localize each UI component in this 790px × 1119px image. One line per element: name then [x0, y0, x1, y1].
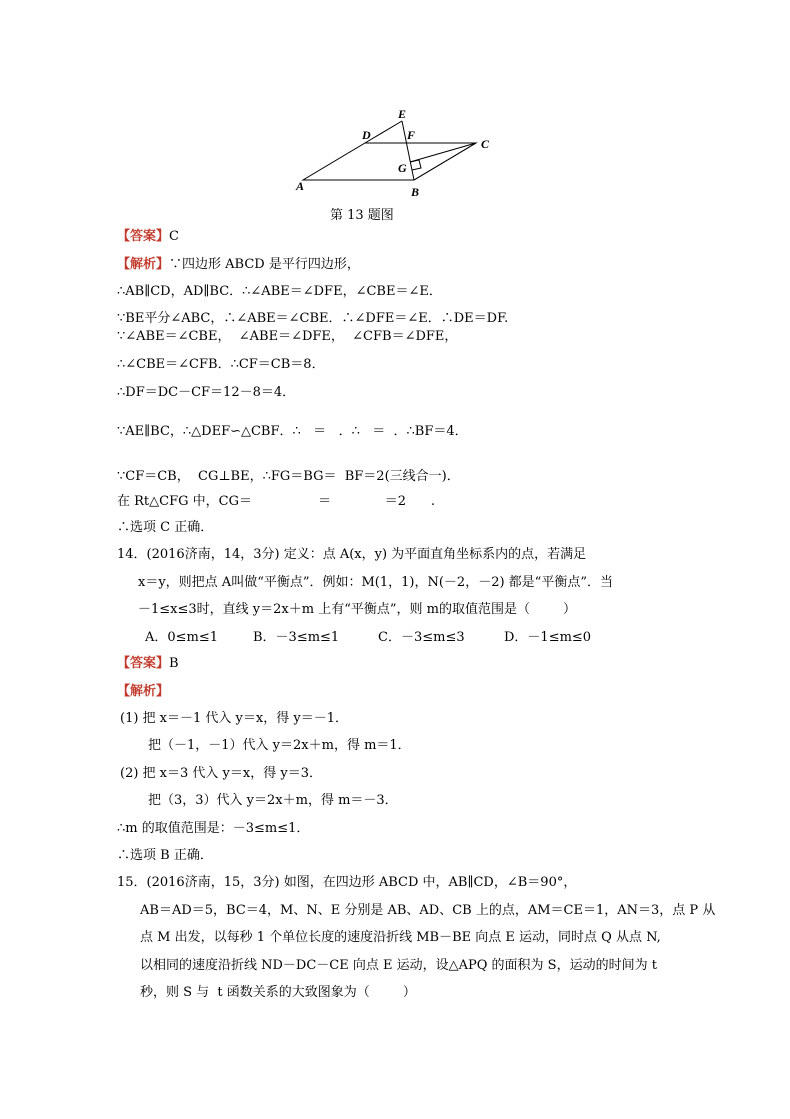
q14-answer: B: [169, 656, 179, 671]
q14-analysis-tag-line: [117, 684, 169, 700]
label-b: B: [411, 185, 420, 199]
q15-stem: 秒，则 S 与 t 函数关系的大致图象为（ ）: [140, 985, 416, 1000]
q13-line: ∵四边形 ABCD 是平行四边形，: [169, 257, 360, 272]
q13-analysis-line: [117, 257, 360, 273]
segment-cg: [410, 143, 476, 162]
parallelogram-abcd: [303, 143, 476, 180]
q14-option-c: C．－3≤m≤3: [378, 630, 465, 645]
label-e: E: [398, 107, 407, 121]
q14-analysis-line: (1) 把 x＝－1 代入 y＝x，得 y＝－1．: [120, 711, 348, 726]
q13-answer-tag: 【答案】: [117, 229, 170, 244]
q14-stem: x＝y，则把点 A叫做“平衡点”．例如：M(1，1)，N(－2，－2) 都是“平衡点”．当: [138, 575, 613, 590]
label-c: C: [481, 137, 490, 151]
q15-stem: AB＝AD＝5，BC＝4，M、N、E 分别是 AB、AD、CB 上的点，AM＝CE＝1，AN＝3，点 P 从: [140, 903, 716, 918]
figure-caption: 第 13 题图: [330, 208, 394, 223]
q14-stem: 14．(2016济南，14，3分) 定义：点 A(x，y) 为平面直角坐标系内的点，若满足: [117, 547, 587, 562]
q13-line: ∴选项 C 正确．: [117, 520, 214, 535]
parallelogram-figure: [290, 100, 500, 200]
q13-answer: C: [169, 229, 179, 244]
q14-option-b: B．－3≤m≤1: [253, 630, 340, 645]
q13-line: ∵BE平分∠ABC，∴∠ABE＝∠CBE．∴∠DFE＝∠E．∴DE＝DF.: [117, 311, 509, 326]
q13-line: ∵AE∥BC，∴△DEF∽△CBF．∴ ＝ ．∴ ＝ ．∴BF＝4．: [117, 424, 468, 439]
q13-line: 在 Rt△CFG 中，CG＝ ＝ ＝2 .: [117, 494, 435, 509]
q14-answer-line: [117, 656, 179, 672]
q15-stem: 15．(2016济南，15，3分) 如图，在四边形 ABCD 中，AB∥CD，∠B＝90°，: [117, 875, 577, 890]
q13-line: ∵∠ABE＝∠CBE， ∠ABE＝∠DFE， ∠CFB＝∠DFE，: [117, 329, 458, 344]
q14-stem: －1≤x≤3时，直线 y＝2x＋m 上有“平衡点”，则 m的取值范围是（ ）: [138, 602, 577, 617]
q13-answer-line: [117, 229, 179, 245]
label-d: D: [362, 128, 371, 142]
q14-analysis-line: ∴m 的取值范围是：－3≤m≤1．: [117, 821, 310, 836]
q13-line: ∵CF＝CB， CG⊥BE，∴FG＝BG＝ BF＝2(三线合一)．: [117, 469, 460, 484]
q14-option-a: A．0≤m≤1: [145, 630, 219, 645]
q14-answer-tag: 【答案】: [117, 656, 170, 671]
q13-line: ∴∠CBE＝∠CFB．∴CF＝CB＝8．: [117, 357, 325, 372]
q14-analysis-line: 把（－1，－1）代入 y＝2x＋m，得 m＝1．: [148, 738, 411, 753]
label-f: F: [407, 128, 416, 142]
q14-option-d: D．－1≤m≤0: [504, 630, 592, 645]
q14-analysis-tag: 【解析】: [117, 684, 170, 699]
q14-analysis-line: 把（3，3）代入 y＝2x＋m，得 m＝－3．: [148, 793, 398, 808]
segment-cb: [414, 143, 476, 180]
q15-stem: 以相同的速度沿折线 ND－DC－CE 向点 E 运动，设△APQ 的面积为 S，运动的时间为 t: [140, 958, 657, 973]
label-g: G: [398, 161, 407, 175]
q14-analysis-line: ∴选项 B 正确．: [117, 848, 213, 863]
q13-line: ∴DF＝DC－CF＝12－8＝4．: [117, 385, 296, 400]
q13-analysis-tag: 【解析】: [117, 257, 170, 272]
q13-line: ∴AB∥CD，AD∥BC．∴∠ABE＝∠DFE，∠CBE＝∠E．: [117, 284, 442, 299]
q14-analysis-line: (2) 把 x＝3 代入 y＝x，得 y＝3．: [120, 766, 322, 781]
label-a: A: [296, 179, 305, 193]
q15-stem: 点 M 出发，以每秒 1 个单位长度的速度沿折线 MB－BE 向点 E 运动，同时点 Q 从点 N,: [140, 930, 661, 945]
